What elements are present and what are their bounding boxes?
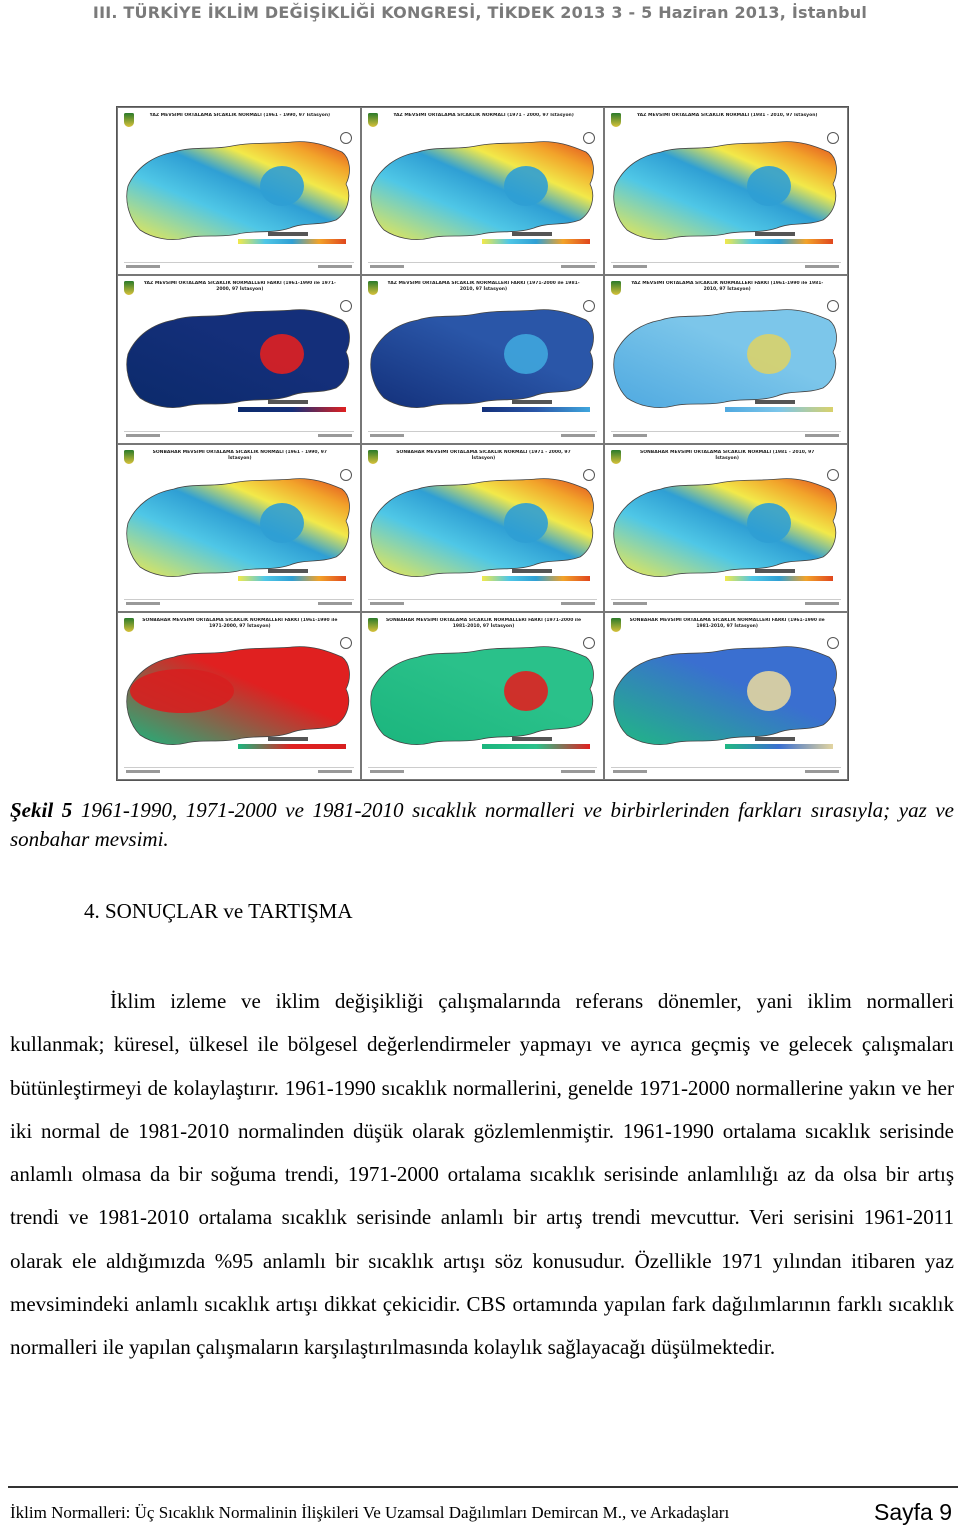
map-panel-footer (124, 599, 354, 608)
mgm-logo-icon (611, 113, 621, 127)
map-legend (238, 400, 346, 412)
footer-divider (8, 1486, 958, 1488)
legend-title (512, 737, 552, 741)
mgm-logo-icon (124, 450, 134, 464)
map-legend (238, 232, 346, 244)
map-legend (238, 737, 346, 749)
map-panel (604, 444, 848, 612)
legend-color-bar (238, 576, 346, 581)
map-panel-footer (611, 431, 841, 440)
mgm-logo-icon (124, 281, 134, 295)
map-panel-title: SONBAHAR MEVSİMİ ORTALAMA SICAKLIK NORMALLERİ FARKI (1961-1990 ile 1981-2010, 97 İstasyon) (629, 617, 825, 629)
map-panel-footer (611, 767, 841, 776)
legend-title (512, 569, 552, 573)
mgm-logo-icon (611, 450, 621, 464)
map-panel (361, 612, 605, 780)
legend-title (268, 400, 308, 404)
legend-color-bar (482, 576, 590, 581)
figure-map-grid (116, 106, 849, 781)
map-panel (117, 444, 361, 612)
map-legend (725, 400, 833, 412)
map-panel-footer (124, 262, 354, 271)
map-panel-footer (368, 262, 598, 271)
map-panel (117, 107, 361, 275)
map-panel-footer (368, 767, 598, 776)
map-panel-title: SONBAHAR MEVSİMİ ORTALAMA SICAKLIK NORMALİ (1981 - 2010, 97 İstasyon) (639, 449, 815, 461)
legend-title (512, 232, 552, 236)
mgm-logo-icon (368, 618, 378, 632)
map-panel-footer (611, 599, 841, 608)
map-legend (482, 232, 590, 244)
map-legend (482, 569, 590, 581)
map-panel-title: SONBAHAR MEVSİMİ ORTALAMA SICAKLIK NORMALLERİ FARKI (1961-1990 ile 1971-2000, 97 İstasyon) (142, 617, 338, 629)
legend-title (755, 232, 795, 236)
legend-color-bar (482, 744, 590, 749)
map-panel-title: SONBAHAR MEVSİMİ ORTALAMA SICAKLIK NORMALLERİ FARKI (1971-2000 ile 1981-2010, 97 İstasyon) (385, 617, 582, 629)
map-panel (117, 275, 361, 443)
page-number: Sayfa 9 (874, 1499, 952, 1525)
mgm-logo-icon (124, 113, 134, 127)
legend-color-bar (725, 407, 833, 412)
legend-color-bar (238, 239, 346, 244)
legend-color-bar (238, 744, 346, 749)
map-panel-title: YAZ MEVSİMİ ORTALAMA SICAKLIK NORMALLERİ FARKI (1961-1990 ile 1981-2010, 97 İstasyon) (631, 281, 824, 293)
legend-color-bar (238, 407, 346, 412)
mgm-logo-icon (611, 618, 621, 632)
footer-text: İklim Normalleri: Üç Sıcaklık Normalinin İlişkileri Ve Uzamsal Dağılımları Demircan M., ve Arkadaşları (10, 1503, 730, 1522)
map-panel-footer (368, 599, 598, 608)
mgm-logo-icon (368, 113, 378, 127)
legend-title (512, 400, 552, 404)
map-legend (725, 737, 833, 749)
map-panel (361, 444, 605, 612)
caption-text: 1961-1990, 1971-2000 ve 1981-2010 sıcaklık normalleri ve birbirlerinden farkları sırasıyla; yaz ve sonbahar mevsimi. (10, 798, 954, 851)
body-paragraph: İklim izleme ve iklim değişikliği çalışmalarında referans dönemler, yani iklim normalleri kullanmak; küresel, ülkesel ile bölgesel değerlendirmeler yapmayı ve ayrıca geçmiş ve gelecek çalışmaları bütünleştirmeyi de kolaylaştırır. 1961-1990 sıcaklık normallerini, genelde 1971-2000 normallerine yakın ve her iki normal de 1981-2010 normalinden düşük olarak gözlemlenmiştir. 1961-1990 ortalama sıcaklık serisinde anlamlı olmasa da bir soğuma trendi, 1971-2000 ortalama sıcaklık serisinde anlamlılığı az da olsa bir artış trendi ve 1981-2010 ortalama sıcaklık serisinde anlamlı bir artış trendi mevcuttur. Veri serisini 1961-2011 olarak ele aldığımızda %95 anlamlı bir sıcaklık artışı söz konusudur. Özellikle 1971 yılından itibaren yaz mevsimindeki anlamlı sıcaklık artışı dikkat çekicidir. CBS ortamında yapılan fark dağılımlarının farklı sıcaklık normalleri ile yapılan çalışmaların karşılaştırılmasında kolaylık sağlayacağı düşülmektedir. (10, 989, 954, 1360)
legend-title (755, 569, 795, 573)
page-header: III. TÜRKİYE İKLİM DEĞİŞİKLİĞİ KONGRESİ, TİKDEK 2013 3 - 5 Haziran 2013, İstanbul (92, 3, 868, 22)
legend-color-bar (725, 576, 833, 581)
map-panel-title: YAZ MEVSİMİ ORTALAMA SICAKLIK NORMALİ (1971 - 2000, 97 İstasyon) (393, 113, 574, 118)
map-panel-title: YAZ MEVSİMİ ORTALAMA SICAKLIK NORMALİ (1981 - 2010, 97 İstasyon) (636, 113, 818, 118)
legend-title (268, 569, 308, 573)
map-panel-footer (124, 431, 354, 440)
legend-color-bar (725, 744, 833, 749)
map-panel-title: SONBAHAR MEVSİMİ ORTALAMA SICAKLIK NORMALİ (1961 - 1990, 97 İstasyon) (152, 449, 328, 461)
mgm-logo-icon (124, 618, 134, 632)
map-panel (361, 275, 605, 443)
map-panel (604, 275, 848, 443)
map-panel-title: YAZ MEVSİMİ ORTALAMA SICAKLIK NORMALİ (1961 - 1990, 97 İstasyon) (149, 113, 331, 118)
map-legend (482, 737, 590, 749)
legend-title (268, 737, 308, 741)
legend-title (755, 737, 795, 741)
map-panel-title: YAZ MEVSİMİ ORTALAMA SICAKLIK NORMALLERİ FARKI (1971-2000 ile 1981-2010, 97 İstasyon) (387, 281, 580, 293)
legend-color-bar (482, 239, 590, 244)
map-panel-footer (124, 767, 354, 776)
map-legend (725, 232, 833, 244)
legend-color-bar (725, 239, 833, 244)
map-panel-title: SONBAHAR MEVSİMİ ORTALAMA SICAKLIK NORMALİ (1971 - 2000, 97 İstasyon) (396, 449, 571, 461)
figure-caption (10, 796, 954, 854)
mgm-logo-icon (611, 281, 621, 295)
map-legend (482, 400, 590, 412)
mgm-logo-icon (368, 281, 378, 295)
caption-label: Şekil 5 (10, 798, 73, 822)
map-panel (604, 612, 848, 780)
map-panel-title: YAZ MEVSİMİ ORTALAMA SICAKLIK NORMALLERİ FARKI (1961-1990 ile 1971-2000, 97 İstasyon) (143, 281, 336, 293)
mgm-logo-icon (368, 450, 378, 464)
map-panel-footer (611, 262, 841, 271)
map-legend (238, 569, 346, 581)
map-panel (361, 107, 605, 275)
map-legend (725, 569, 833, 581)
map-panel (604, 107, 848, 275)
map-panel-footer (368, 431, 598, 440)
legend-title (268, 232, 308, 236)
map-panel (117, 612, 361, 780)
legend-title (755, 400, 795, 404)
legend-color-bar (482, 407, 590, 412)
section-title: 4. SONUÇLAR ve TARTIŞMA (84, 899, 353, 923)
